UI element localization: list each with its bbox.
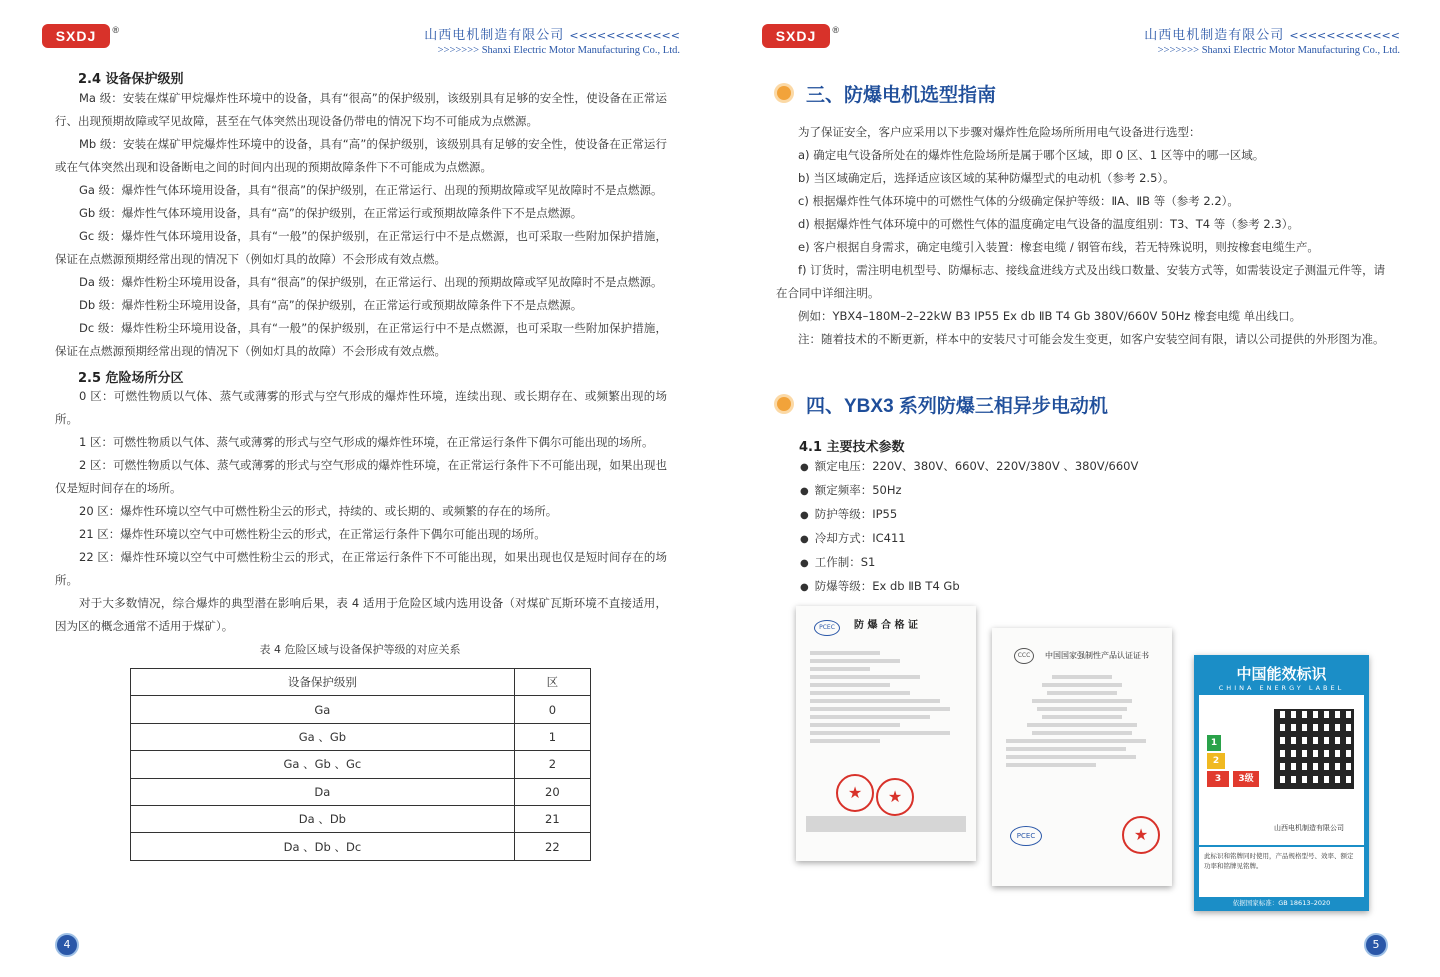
header-company-en: Shanxi Electric Motor Manufacturing Co., Ltd. [1201, 45, 1400, 56]
certificate-text-lines [796, 651, 976, 743]
table-row: Da 、Db 21 [131, 805, 591, 832]
section-title-2-4: 2.4 设备保护级别 [78, 72, 184, 87]
energy-label-subtitle: CHINA ENERGY LABEL [1218, 684, 1345, 692]
table-caption: 表 4 危险区域与设备保护等级的对应关系 [259, 643, 461, 656]
list-item: ● 冷却方式：IC411 [800, 527, 1138, 551]
company-logo: SXDJ ® [42, 24, 110, 48]
page-number: 5 [1364, 933, 1388, 957]
table-row: Da 、Db 、Dc 22 [131, 833, 591, 860]
section-3-body: 为了保证安全，客户应采用以下步骤对爆炸性危险场所所用电气设备进行选型： a) 确定电气设备所处在的爆炸性危险场所是属于哪个区域，即 0 区、1 区等中的哪一区域。 b) 当区域确定后，选择适应该区域的某种防爆型式的电动机（参考 2.5）。 c) 根据爆炸性气体环境中的可燃性气体的分级确定保护等级：ⅡA、ⅡB 等（参考 2.2）。 d) 根据爆炸性气体环境中的可燃性气体的温度确定电气设备的温度组别：T3、T4 等（参考 2.3）。 e) 客户根据自身需求，确定电缆引入装置：橡套电缆 / 钢管布线，若无特殊说明，则按橡套电缆生产。 f) 订货时，需注明电机型号、防爆标志、接线盒进线方式及出线口数量、安装方式等，如需装设定子测温元件等，请在合同中详细注明。 例如：YBX4–180M–2–22kW B3 IP55 Ex db ⅡB T4 Gb 380V/660V 50Hz 橡套电缆 单出线口。 注：随着技术的不断更新，样本中的安装尺寸可能会发生变更，如客户安装空间有限，请以公司提供的外形图为准。 [776, 125, 1386, 346]
page-header: 山西电机制造有限公司 <<<<<<<<<<<< >>>>>>> Shanxi Electric Motor Manufacturing Co., Ltd. [1144, 28, 1400, 56]
pcec-badge: PCEC [814, 620, 840, 636]
pcec-badge: PCEC [1010, 826, 1042, 846]
table-row: Ga 、Gb 、Gc 2 [131, 751, 591, 778]
table-row: Ga 、Gb 1 [131, 723, 591, 750]
table-row: Ga 0 [131, 696, 591, 723]
list-item: ● 防护等级：IP55 [800, 503, 1138, 527]
ccc-certificate [992, 628, 1172, 886]
table-header-row: 设备保护级别 区 [131, 669, 591, 696]
list-item: ● 工作制：S1 [800, 551, 1138, 575]
header-company-en: Shanxi Electric Motor Manufacturing Co., Ltd. [481, 45, 680, 56]
certificate-title: 防 爆 合 格 证 [854, 620, 918, 631]
level-3-bar: 3 [1207, 771, 1229, 787]
header-company-cn: 山西电机制造有限公司 [424, 28, 565, 43]
ccc-logo-icon: CCC [1014, 648, 1034, 664]
explosion-proof-certificate [796, 606, 976, 861]
red-seal-icon: ★ [1122, 816, 1160, 854]
energy-label-body [1199, 695, 1364, 845]
section-title-4: 四、YBX3 系列防爆三相异步电动机 [806, 396, 1108, 417]
grade-badge: 3级 [1233, 771, 1259, 787]
energy-label [1194, 655, 1369, 911]
section-bullet-icon [777, 397, 791, 411]
section-2-5-body: 0 区：可燃性物质以气体、蒸气或薄雾的形式与空气形成的爆炸性环境，连续出现、或长期存在、或频繁出现的场所。 1 区：可燃性物质以气体、蒸气或薄雾的形式与空气形成的爆炸性环境，在正常运行条件下偶尔可能出现的场所。 2 区：可燃性物质以气体、蒸气或薄雾的形式与空气形成的爆炸性环境，在正常运行条件下不可能出现，如果出现也仅是短时间存在的场所。 20 区：爆炸性环境以空气中可燃性粉尘云的形式，持续的、或长期的、或频繁的存在的场所。 21 区：爆炸性环境以空气中可燃性粉尘云的形式，在正常运行条件下偶尔可能出现的场所。 22 区：爆炸性环境以空气中可燃性粉尘云的形式，在正常运行条件下不可能出现，如果出现也仅是短时间存在的场所。 对于大多数情况，综合爆炸的典型潜在影响后果，表 4 适用于危险区域内选用设备（对煤矿瓦斯环境不直接适用，因为区的概念通常不适用于煤矿）。 [55, 389, 667, 633]
manufacturer-name: 山西电机制造有限公司 [1274, 824, 1344, 832]
level-1-bar: 1 [1207, 735, 1221, 751]
section-2-4-body: Ma 级：安装在煤矿甲烷爆炸性环境中的设备，具有“很高”的保护级别，该级别具有足够的安全性，使设备在正常运行、出现预期故障或罕见故障，甚至在气体突然出现设备仍带电的情况下均不可能成为点燃源。 Mb 级：安装在煤矿甲烷爆炸性环境中的设备，具有“高”的保护级别，该级别具有足够的安全性，使设备在正常运行或在气体突然出现和设备断电之间的时间内出现的预期故障条件下不可能成为点燃源。 Ga 级：爆炸性气体环境用设备，具有“很高”的保护级别，在正常运行、出现的预期故障或罕见故障时不是点燃源。 Gb 级：爆炸性气体环境用设备，具有“高”的保护级别，在正常运行或预期故障条件下不是点燃源。 Gc 级：爆炸性气体环境用设备，具有“一般”的保护级别，在正常运行中不是点燃源，也可采取一些附加保护措施，保证在点燃源预期经常出现的情况下（例如灯具的故障）不会形成有效点燃。 Da 级：爆炸性粉尘环境用设备，具有“很高”的保护级别，在正常运行、出现的预期故障或罕见故障时不是点燃源。 Db 级：爆炸性粉尘环境用设备，具有“高”的保护级别，在正常运行或预期故障条件下不是点燃源。 Dc 级：爆炸性粉尘环境用设备，具有“一般”的保护级别，在正常运行中不是点燃源，也可采取一些附加保护措施，保证在点燃源预期经常出现的情况下（例如灯具的故障）不会形成有效点燃。 [55, 91, 667, 358]
section-title-2-5: 2.5 危险场所分区 [78, 371, 184, 386]
certificate-title: 中国国家强制性产品认证证书 [1045, 651, 1149, 660]
section-bullet-icon [777, 86, 791, 100]
page-number: 4 [55, 933, 79, 957]
table-row: Da 20 [131, 778, 591, 805]
list-item: ● 防爆等级：Ex db ⅡB T4 Gb [800, 575, 1138, 599]
tech-params-list [800, 455, 1138, 599]
company-logo: SXDJ ® [762, 24, 830, 48]
energy-label-standard: 依据国家标准：GB 18613–2020 [1232, 899, 1331, 907]
energy-label-note: 此标识和铭牌同时使用，产品规格型号、效率、额定功率和铭牌见铭牌。 [1199, 847, 1364, 897]
zone-protection-table [130, 668, 591, 861]
certificate-text-lines [992, 675, 1172, 767]
list-item: ● 额定频率：50Hz [800, 479, 1138, 503]
energy-label-title: 中国能效标识 [1236, 665, 1327, 683]
qr-code-icon [1274, 709, 1354, 789]
section-title-3: 三、防爆电机选型指南 [806, 85, 997, 106]
page-header: 山西电机制造有限公司 <<<<<<<<<<<< >>>>>>> Shanxi Electric Motor Manufacturing Co., Ltd. [424, 28, 680, 56]
red-seal-icon: ★ [876, 778, 914, 816]
red-seal-icon: ★ [836, 774, 874, 812]
list-item: ● 额定电压：220V、380V、660V、220V/380V 、380V/660V [800, 455, 1138, 479]
header-company-cn: 山西电机制造有限公司 [1144, 28, 1285, 43]
certificate-footer [806, 816, 966, 832]
level-2-bar: 2 [1207, 753, 1225, 769]
section-title-4-1: 4.1 主要技术参数 [799, 440, 905, 455]
